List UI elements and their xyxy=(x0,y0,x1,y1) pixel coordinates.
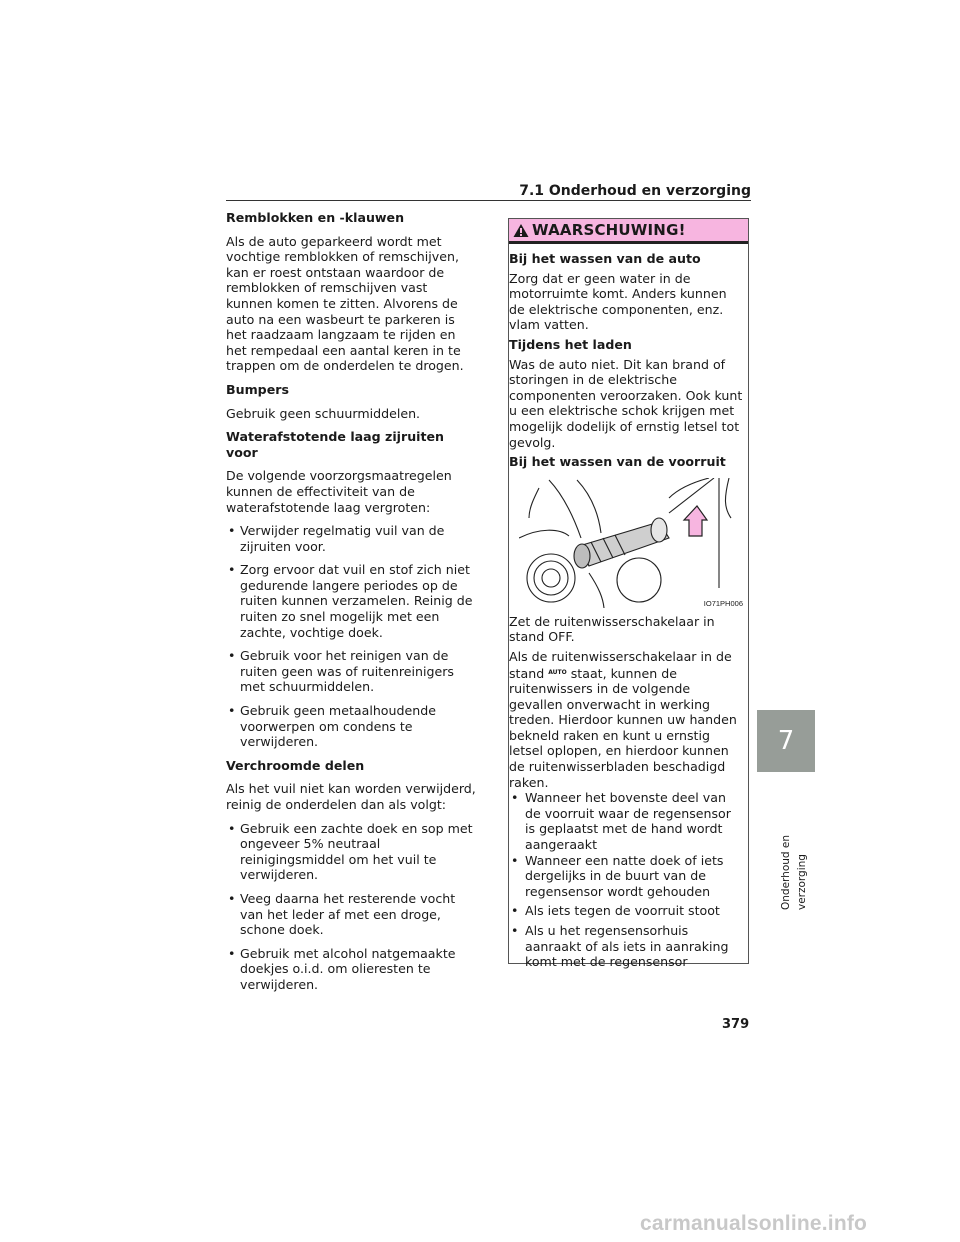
watermark: carmanualsonline.info xyxy=(640,1212,868,1235)
paragraph-washing-car: Zorg dat er geen water in de motorruimte komt. Anders kunnen de elektrische componenten, enz. vlam vatten. xyxy=(509,270,727,333)
left-column xyxy=(226,210,476,993)
running-header xyxy=(226,180,751,201)
warning-box xyxy=(508,218,749,970)
list-item: • Gebruik een zachte doek en sop met ongeveer 5% neutraal reinigingsmiddel om het vuil te verwijderen. xyxy=(226,821,476,883)
chapter-number: 7 xyxy=(777,726,795,756)
paragraph-switch-off: Zet de ruitenwisserschakelaar in stand OFF. xyxy=(509,613,715,645)
heading-charging: Tijdens het laden xyxy=(509,336,632,352)
chapter-side-label: Onderhoud en verzorging xyxy=(780,834,808,910)
figure-label: IO71PH006 xyxy=(703,598,743,608)
auto-mode-symbol: AUTO xyxy=(548,668,567,676)
paragraph-water-repellent: De volgende voorzorgsmaatregelen kunnen de effectiviteit van de waterafstotende laag vergroten: xyxy=(226,468,452,515)
list-item: • Veeg daarna het resterende vocht van het leder af met een droge, schone doek. xyxy=(226,891,476,938)
warning-icon xyxy=(513,223,529,238)
heading-bumpers: Bumpers xyxy=(226,381,289,397)
warning-title: WAARSCHUWING! xyxy=(532,221,686,239)
warning-header xyxy=(509,219,748,244)
warning-body xyxy=(509,244,744,970)
page-number: 379 xyxy=(722,1017,750,1032)
paragraph-brake-pads: Als de auto geparkeerd wordt met vochtige remblokken of remschijven, kan er roest ontstaan waardoor de remblokken of remschijven vast kunnen komen te zitten. Alvorens de auto na een wasbeurt te parkeren is het raadzaam langzaam te rijden en het rempedaal een aantal keren in te trappen om de onderdelen te drogen. xyxy=(226,233,464,374)
heading-water-repellent: Waterafstotende laag zijruiten voor xyxy=(226,429,445,460)
section-title: 7.1 Onderhoud en verzorging xyxy=(519,183,751,199)
heading-chrome: Verchroomde delen xyxy=(226,757,365,773)
paragraph-auto-mode xyxy=(509,649,744,790)
list-item: • Gebruik geen metaalhoudende voorwerpen om condens te verwijderen. xyxy=(226,703,476,750)
wiper-lever-drawing xyxy=(519,478,749,608)
heading-washing-windshield: Bij het wassen van de voorruit xyxy=(509,454,726,470)
heading-washing-car: Bij het wassen van de auto xyxy=(509,251,701,266)
list-item: • Als u het regensensorhuis aanraakt of als iets in aanraking komt met de regensensor xyxy=(509,923,744,970)
list-item: • Gebruik met alcohol natgemaakte doekjes o.i.d. om olieresten te verwijderen. xyxy=(226,946,476,993)
list-item: • Zorg ervoor dat vuil en stof zich niet gedurende langere periodes op de ruiten kunnen verzamelen. Reinig de ruiten zo snel mogelijk met een zachte, vochtige doek. xyxy=(226,562,476,640)
auto-mode-text-end: staat, kunnen de ruitenwissers in de volgende gevallen onverwacht in werking treden. Hierdoor kunnen uw handen bekneld raken en kunt u ernstig letsel oplopen, en hierdoor kunnen de ruitenwisserbladen beschadigd raken. xyxy=(509,665,737,790)
heading-brake-pads: Remblokken en -klauwen xyxy=(226,210,405,225)
auto-mode-text-start: Als de ruitenwisserschakelaar in de stand xyxy=(509,648,732,681)
paragraph-bumpers: Gebruik geen schuurmiddelen. xyxy=(226,405,421,421)
paragraph-chrome: Als het vuil niet kan worden verwijderd, reinig de onderdelen dan als volgt: xyxy=(226,781,476,812)
chapter-tab xyxy=(757,710,815,772)
paragraph-charging: Was de auto niet. Dit kan brand of storingen in de elektrische componenten veroorzaken. Ook kunt u een elektrische schok krijgen met mogelijk dodelijk of ernstig letsel tot gevolg. xyxy=(509,356,743,450)
list-item: • Wanneer het bovenste deel van de voorruit waar de regensensor is geplaatst met de hand wordt aangeraakt xyxy=(509,790,744,852)
list-item: • Als iets tegen de voorruit stoot xyxy=(509,903,744,919)
list-item: • Verwijder regelmatig vuil van de zijruiten voor. xyxy=(226,523,476,554)
list-item: • Gebruik voor het reinigen van de ruiten geen was of ruitenreinigers met schuurmiddelen. xyxy=(226,648,476,695)
wiper-switch-illustration xyxy=(519,478,749,608)
list-item: • Wanneer een natte doek of iets dergelijks in de buurt van de regensensor wordt gehouden xyxy=(509,853,744,900)
